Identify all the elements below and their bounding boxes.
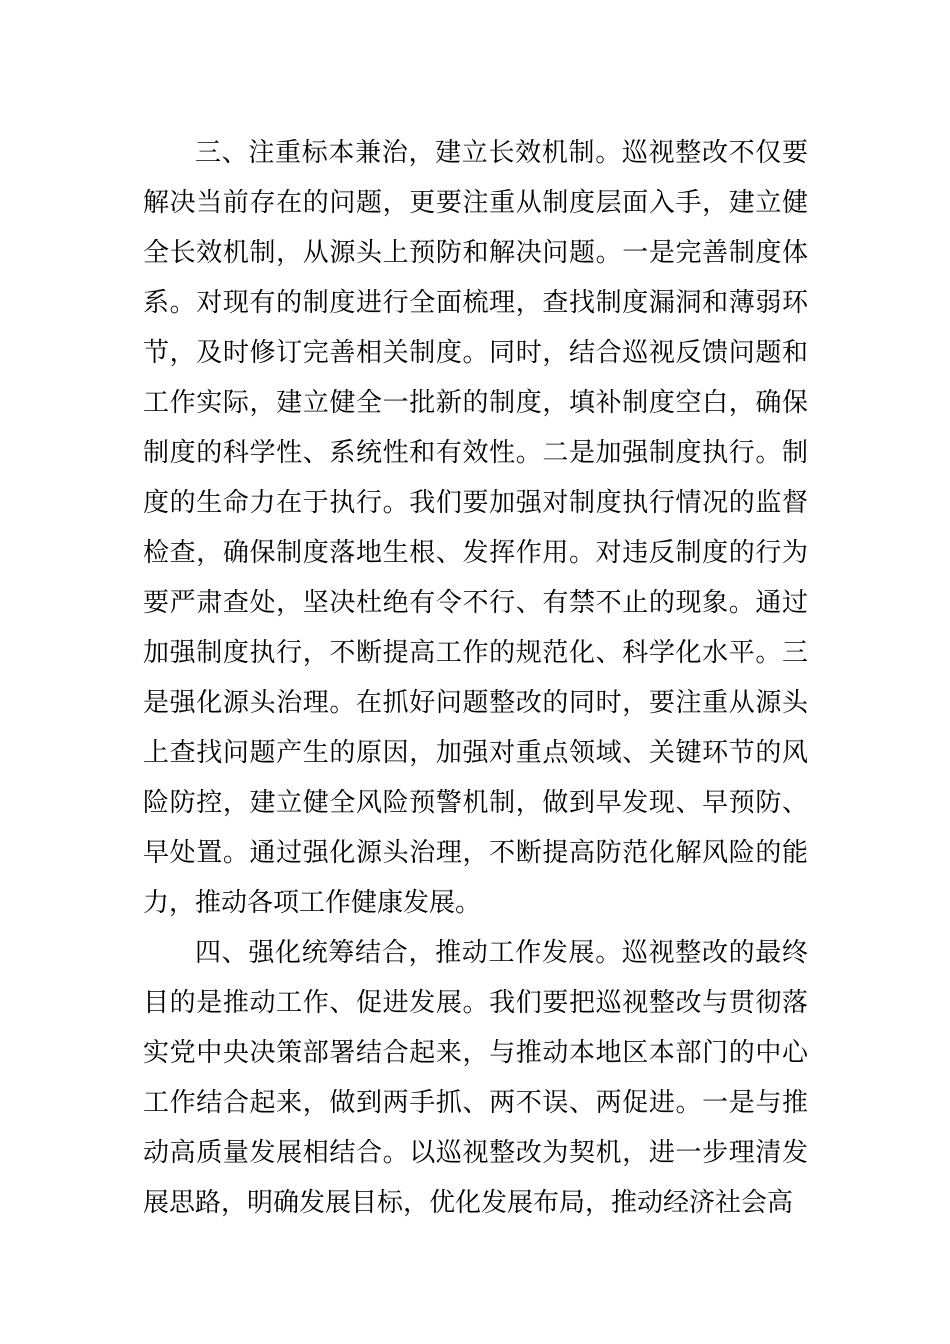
body-text xyxy=(143,128,808,1228)
paragraph-section-three: 三、注重标本兼治，建立长效机制。巡视整改不仅要解决当前存在的问题，更要注重从制度层面入手，建立健全长效机制，从源头上预防和解决问题。一是完善制度体系。对现有的制度进行全面梳理，查找制度漏洞和薄弱环节，及时修订完善相关制度。同时，结合巡视反馈问题和工作实际，建立健全一批新的制度，填补制度空白，确保制度的科学性、系统性和有效性。二是加强制度执行。制度的生命力在于执行。我们要加强对制度执行情况的监督检查，确保制度落地生根、发挥作用。对违反制度的行为要严肃查处，坚决杜绝有令不行、有禁不止的现象。通过加强制度执行，不断提高工作的规范化、科学化水平。三是强化源头治理。在抓好问题整改的同时，要注重从源头上查找问题产生的原因，加强对重点领域、关键环节的风险防控，建立健全风险预警机制，做到早发现、早预防、早处置。通过强化源头治理，不断提高防范化解风险的能力，推动各项工作健康发展。 xyxy=(143,138,808,918)
paragraph-section-four: 四、强化统筹结合，推动工作发展。巡视整改的最终目的是推动工作、促进发展。我们要把巡视整改与贯彻落实党中央决策部署结合起来，与推动本地区本部门的中心工作结合起来，做到两手抓、两不误、两促进。一是与推动高质量发展相结合。以巡视整改为契机，进一步理清发展思路，明确发展目标，优化发展布局，推动经济社会高 xyxy=(143,938,808,1218)
